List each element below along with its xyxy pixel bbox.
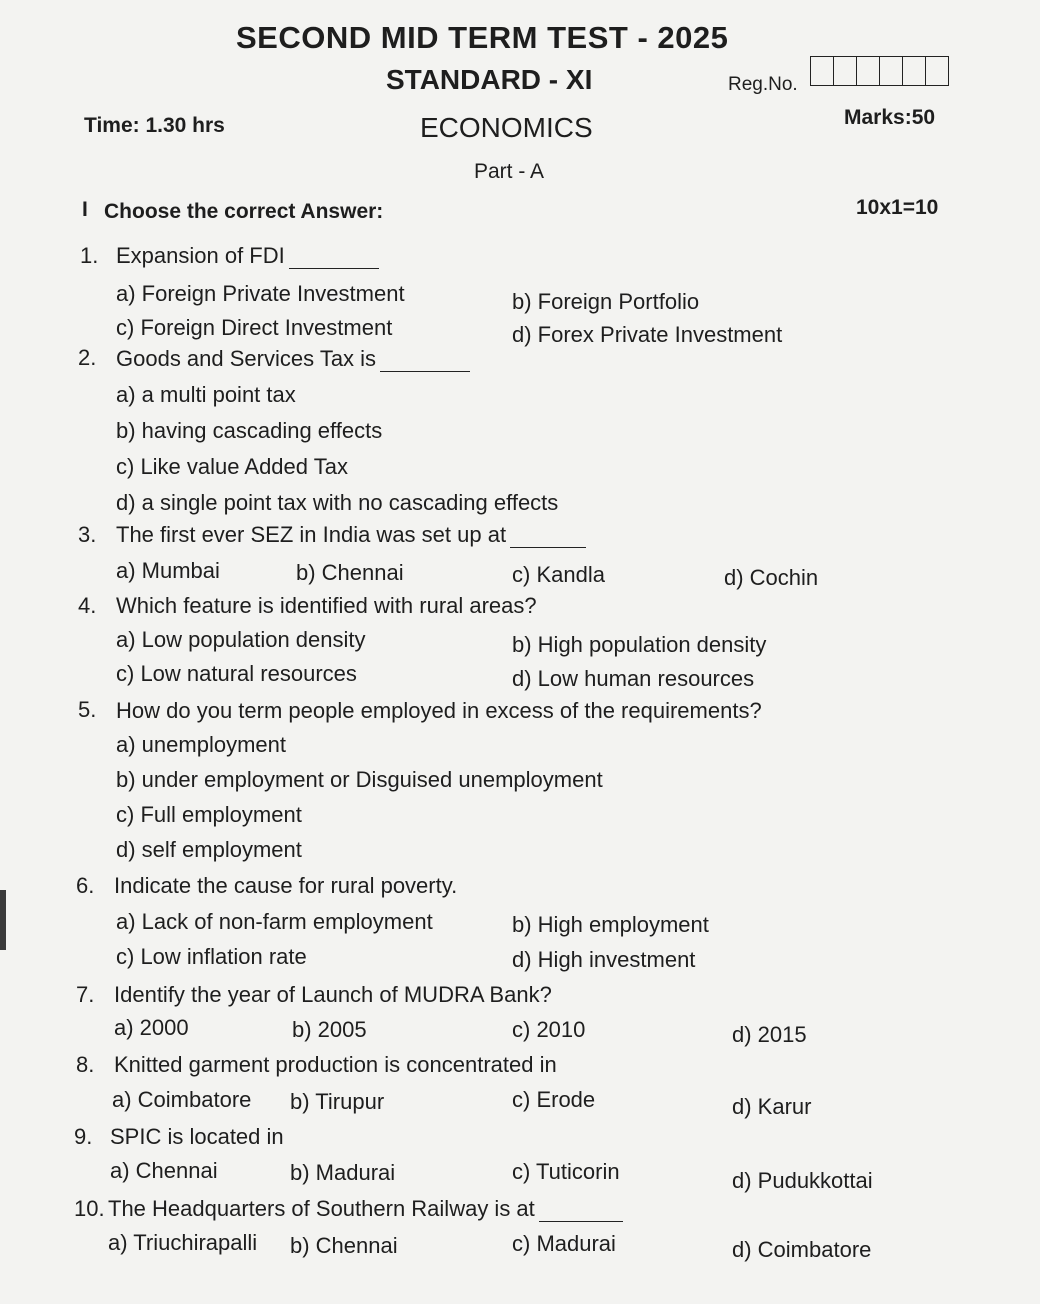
option: c) Like value Added Tax: [116, 454, 348, 479]
option: b) Tirupur: [290, 1089, 385, 1114]
page-edge-shadow: [0, 890, 6, 950]
question-number: 3.: [78, 522, 97, 547]
question-text: Expansion of FDI: [116, 243, 379, 269]
option: c) Madurai: [512, 1231, 616, 1256]
option: b) Chennai: [296, 560, 404, 585]
option: c) Foreign Direct Investment: [116, 315, 393, 340]
question-text: Indicate the cause for rural poverty.: [114, 873, 458, 898]
option: d) Coimbatore: [732, 1237, 872, 1262]
reg-no-boxes[interactable]: [810, 56, 949, 86]
reg-no-cell[interactable]: [857, 57, 880, 85]
option: a) Low population density: [116, 627, 366, 652]
subject-title: ECONOMICS: [420, 112, 593, 143]
option: c) Full employment: [116, 802, 302, 827]
option: a) Foreign Private Investment: [116, 281, 405, 306]
option: d) Forex Private Investment: [512, 322, 783, 347]
question-text: Knitted garment production is concentrated in: [114, 1052, 557, 1077]
option: a) Mumbai: [116, 558, 220, 583]
option: a) unemployment: [116, 732, 286, 757]
reg-no-cell[interactable]: [903, 57, 926, 85]
question-text: The Headquarters of Southern Railway is at: [108, 1196, 623, 1222]
test-title: SECOND MID TERM TEST - 2025: [236, 20, 729, 55]
option: d) 2015: [732, 1022, 807, 1047]
reg-no-cell[interactable]: [880, 57, 903, 85]
option: d) a single point tax with no cascading effects: [116, 490, 559, 515]
time-label: Time: 1.30 hrs: [84, 114, 225, 137]
question-number: 10.: [74, 1196, 105, 1221]
question-text: Which feature is identified with rural areas?: [116, 593, 537, 618]
option: c) 2010: [512, 1017, 586, 1042]
question-number: 5.: [78, 697, 97, 722]
marks-label: Marks:50: [844, 106, 936, 129]
option: c) Tuticorin: [512, 1159, 620, 1184]
option: b) Foreign Portfolio: [512, 289, 700, 314]
question-text: How do you term people employed in excess of the requirements?: [116, 698, 762, 723]
question-number: 2.: [78, 345, 97, 370]
section-score: 10x1=10: [856, 196, 939, 219]
option: a) Triuchirapalli: [108, 1230, 258, 1255]
option: a) a multi point tax: [116, 382, 296, 407]
question-number: 4.: [78, 593, 97, 618]
option: a) Chennai: [110, 1158, 218, 1183]
option: b) Chennai: [290, 1233, 398, 1258]
option: a) Lack of non-farm employment: [116, 909, 433, 934]
reg-no-cell[interactable]: [834, 57, 857, 85]
question-text: Goods and Services Tax is: [116, 346, 470, 372]
reg-no-cell[interactable]: [926, 57, 948, 85]
question-text: Identify the year of Launch of MUDRA Bank?: [114, 982, 552, 1007]
option: c) Low inflation rate: [116, 944, 307, 969]
question-text: SPIC is located in: [110, 1124, 284, 1149]
option: c) Kandla: [512, 562, 605, 587]
option: b) 2005: [292, 1017, 367, 1042]
option: b) High population density: [512, 632, 767, 657]
section-instruction: Choose the correct Answer:: [104, 200, 384, 223]
option: a) Coimbatore: [112, 1087, 252, 1112]
question-number: 6.: [76, 873, 95, 898]
option: d) Karur: [732, 1094, 812, 1119]
standard-label: STANDARD - XI: [386, 64, 593, 95]
option: b) High employment: [512, 912, 709, 937]
part-heading: Part - A: [474, 160, 545, 183]
question-number: 8.: [76, 1052, 95, 1077]
option: d) self employment: [116, 837, 302, 862]
option: d) Pudukkottai: [732, 1168, 873, 1193]
reg-no-cell[interactable]: [811, 57, 834, 85]
option: d) High investment: [512, 947, 696, 972]
question-text: The first ever SEZ in India was set up at: [116, 522, 586, 548]
option: b) Madurai: [290, 1160, 396, 1185]
option: c) Erode: [512, 1087, 596, 1112]
option: b) having cascading effects: [116, 418, 383, 443]
option: c) Low natural resources: [116, 661, 357, 686]
question-number: 7.: [76, 982, 95, 1007]
option: b) under employment or Disguised unemployment: [116, 767, 603, 792]
section-numeral: I: [82, 198, 88, 221]
option: d) Cochin: [724, 565, 819, 590]
question-number: 1.: [80, 243, 99, 268]
reg-no-label: Reg.No.: [728, 74, 798, 95]
option: d) Low human resources: [512, 666, 755, 691]
option: a) 2000: [114, 1015, 189, 1040]
question-number: 9.: [74, 1124, 93, 1149]
